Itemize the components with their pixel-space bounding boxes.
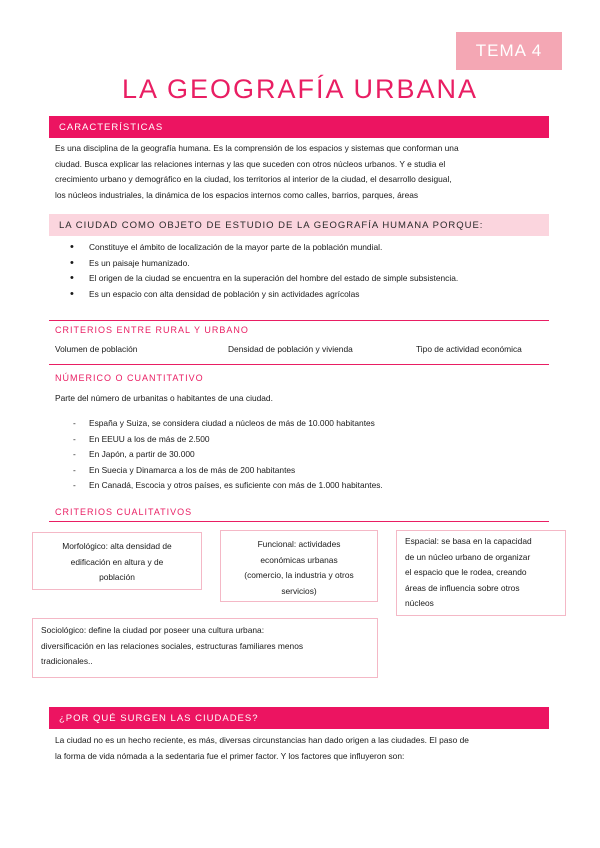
criteria-column-volumen: Volumen de población: [55, 344, 138, 354]
list-item: • El origen de la ciudad se encuentra en la superación del hombre del estado de simple subsistencia.: [60, 271, 550, 287]
divider: [49, 521, 549, 522]
sociologico-box: [32, 618, 378, 678]
divider: [49, 364, 549, 365]
box-line: núcleos: [405, 598, 434, 608]
numerico-intro: Parte del número de urbanitas o habitantes de una ciudad.: [55, 393, 273, 403]
box-line: Espacial: se basa en la capacidad: [405, 536, 532, 546]
box-line: diversificación en las relaciones sociales, estructuras familiares menos: [41, 640, 304, 651]
box-line: (comercio, la industria y otros: [244, 570, 354, 580]
paragraph-line: Es una disciplina de la geografía humana. Es la comprensión de los espacios y sistemas que conforman una: [55, 143, 459, 153]
list-item: • Es un espacio con alta densidad de población y sin actividades agrícolas: [60, 287, 550, 303]
espacial-box: [396, 530, 566, 616]
box-line: Morfológico: alta densidad de: [62, 541, 172, 551]
paragraph-line: ciudad. Busca explicar las relaciones internas y las que suceden con otros núcleos urbanos. Y e studia el: [55, 158, 446, 169]
list-item: - España y Suiza, se considera ciudad a núcleos de más de 10.000 habitantes: [60, 416, 550, 432]
box-line: población: [99, 572, 135, 582]
objeto-bullet-list: [60, 240, 550, 302]
paragraph-line: la forma de vida nómada a la sedentaria fue el primer factor. Y los factores que influyeron son:: [55, 750, 405, 761]
box-line: Sociológico: define la ciudad por poseer una cultura urbana:: [41, 625, 265, 635]
section-header-objeto: LA CIUDAD COMO OBJETO DE ESTUDIO DE LA GEOGRAFÍA HUMANA PORQUE:: [49, 214, 549, 236]
numerico-dash-list: [60, 416, 550, 494]
section-header-caracteristicas: CARACTERÍSTICAS: [49, 116, 549, 138]
page-title: LA GEOGRAFÍA URBANA: [121, 74, 479, 104]
section-header-por-que: ¿POR QUÉ SURGEN LAS CIUDADES?: [49, 707, 549, 729]
box-line: económicas urbanas: [260, 554, 338, 565]
paragraph-line: los núcleos industriales, la dinámica de los espacios internos como calles, barrios, parques, áreas: [55, 189, 419, 200]
box-line: Funcional: actividades: [257, 539, 341, 549]
list-item: - En Japón, a partir de 30.000: [60, 447, 550, 463]
list-item: • Es un paisaje humanizado.: [60, 256, 550, 272]
section-header-numerico: NÚMERICO O CUANTITATIVO: [55, 373, 204, 383]
section-header-criterios-rural-urbano: CRITERIOS ENTRE RURAL Y URBANO: [55, 325, 249, 335]
list-item: - En Suecia y Dinamarca a los de más de 200 habitantes: [60, 463, 550, 479]
box-line: tradicionales..: [41, 656, 93, 666]
funcional-box: [220, 530, 378, 602]
criteria-column-densidad: Densidad de población y vivienda: [228, 344, 353, 354]
box-line: el espacio que le rodea, creando: [405, 567, 527, 577]
list-item: - En Canadá, Escocia y otros países, es suficiente con más de 1.000 habitantes.: [60, 478, 550, 494]
criteria-column-actividad: Tipo de actividad económica: [416, 344, 522, 354]
topic-badge: TEMA 4: [456, 32, 562, 70]
section-header-cualitativos: CRITERIOS CUALITATIVOS: [55, 507, 193, 517]
por-que-paragraph: [55, 733, 545, 764]
box-line: áreas de influencia sobre otros: [405, 582, 520, 593]
box-line: de un núcleo urbano de organizar: [405, 551, 531, 562]
caracteristicas-paragraph: [55, 141, 545, 203]
box-line: servicios): [281, 585, 317, 596]
paragraph-line: La ciudad no es un hecho reciente, es más, diversas circunstancias han dado origen a las ciudades. El paso de: [55, 735, 469, 745]
paragraph-line: crecimiento urbano y demográfico en la ciudad, los territorios al interior de la ciudad, el desarrollo desigual,: [55, 174, 452, 185]
list-item: - En EEUU a los de más de 2.500: [60, 432, 550, 448]
morfologico-box: [32, 532, 202, 590]
list-item: • Constituye el ámbito de localización de la mayor parte de la población mundial.: [60, 240, 550, 256]
box-line: edificación en altura y de: [70, 556, 164, 567]
divider: [49, 320, 549, 321]
